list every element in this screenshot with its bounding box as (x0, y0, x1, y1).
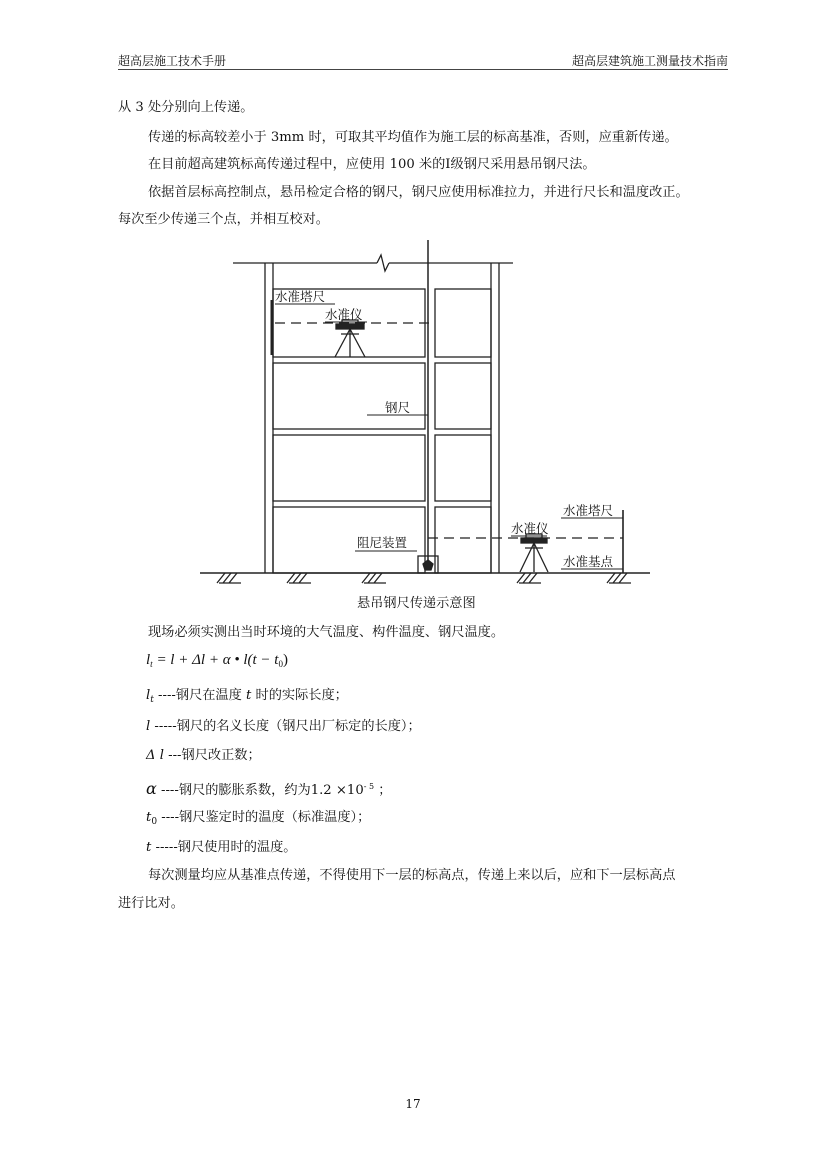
floor-2-left (273, 435, 425, 501)
label-staff-top: 水准塔尺 (275, 289, 326, 304)
def-1-text: -----钢尺的名义长度（钢尺出厂标定的长度）； (154, 719, 421, 734)
definition-t (146, 838, 296, 858)
correction-formula (146, 652, 288, 669)
def-0-sym: l (146, 688, 151, 703)
paragraph-1: 从 3 处分别向上传递。 (118, 100, 254, 115)
paragraph-4-line-1: 依据首层标高控制点，悬吊检定合格的钢尺，钢尺应使用标准拉力，并进行尺长和温度改正。 (148, 185, 689, 200)
label-level-top: 水准仪 (325, 307, 363, 322)
lower-tripod-leg-3 (534, 543, 548, 572)
paragraph-last-line-1: 每次测量均应从基准点传递，不得使用下一层的标高点，传递上来以后，应和下一层标高点 (148, 868, 676, 883)
label-steel-tape: 钢尺 (385, 400, 411, 415)
formula-rhs-end: ) (282, 652, 288, 668)
paragraph-2: 传递的标高较差小于 3mm 时，可取其平均值作为施工层的标高基准，否则，应重新传递。 (148, 130, 678, 145)
floor-3-left (273, 363, 425, 429)
floor-3-right (435, 363, 491, 429)
def-3-sym: α (146, 779, 157, 798)
label-damper: 阻尼装置 (357, 535, 408, 550)
lower-tripod-leg-1 (520, 543, 534, 572)
break-mark (377, 255, 389, 271)
paragraph-4-line-2: 每次至少传递三个点，并相互校对。 (118, 212, 329, 227)
def-2-sym: Δ l (146, 748, 164, 763)
paragraph-5: 现场必须实测出当时环境的大气温度、构件温度、钢尺温度。 (148, 625, 505, 640)
def-3-sup: - 5 (363, 782, 375, 791)
formula-rhs-sub: 0 (278, 659, 283, 669)
def-4-text: ----钢尺鉴定时的温度（标准温度）； (161, 810, 371, 825)
def-0-sym2: t (246, 688, 252, 703)
definition-delta-l (146, 746, 261, 766)
def-5-sym: t (146, 840, 152, 855)
upper-tripod-leg-1 (335, 329, 350, 357)
lower-level-head (521, 538, 547, 543)
def-3-text: ----钢尺的膨胀系数，约为1.2 ×10 (161, 783, 364, 798)
def-4-sub: 0 (151, 817, 158, 827)
definition-l (146, 717, 421, 737)
ground-hatch-2 (287, 573, 311, 583)
def-3-text2: ； (378, 783, 392, 798)
formula-rhs: = l + Δl + α • l(t − t (156, 652, 279, 668)
upper-level-head (336, 324, 364, 329)
ground-hatch-5 (607, 573, 631, 583)
ground-hatch-1 (217, 573, 241, 583)
formula-lhs: l (146, 652, 151, 668)
paragraph-3: 在目前超高建筑标高传递过程中，应使用 100 米的Ⅰ级钢尺采用悬吊钢尺法。 (148, 157, 596, 172)
def-0-text: ----钢尺在温度 (158, 688, 242, 703)
page-number: 17 (405, 1097, 421, 1111)
paragraph-last-line-2: 进行比对。 (118, 896, 184, 911)
formula-lhs-sub: t (150, 659, 153, 669)
def-0-sub: t (150, 695, 154, 705)
upper-tripod-leg-3 (350, 329, 365, 357)
definition-alpha (146, 777, 391, 801)
def-4-sym: t (146, 810, 152, 825)
header-rule (118, 69, 728, 70)
ground-hatch-4 (517, 573, 541, 583)
floor-1-right (435, 507, 491, 573)
def-2-text: ---钢尺改正数； (168, 748, 261, 763)
suspended-tape-diagram (195, 238, 655, 588)
label-staff-bottom: 水准塔尺 (563, 503, 614, 518)
definition-lt (146, 686, 348, 710)
running-header-right: 超高层建筑施工测量技术指南 (571, 54, 728, 68)
floor-4-right (435, 289, 491, 357)
floor-2-right (435, 435, 491, 501)
def-5-text: -----钢尺使用时的温度。 (155, 840, 297, 855)
def-1-sym: l (146, 719, 151, 734)
running-header-left: 超高层施工技术手册 (118, 54, 227, 68)
figure-caption: 悬吊钢尺传递示意图 (357, 596, 476, 611)
definition-t0 (146, 808, 370, 832)
def-0-text2: 时的实际长度； (255, 688, 348, 703)
label-benchmark: 水准基点 (563, 554, 614, 569)
ground-hatch-3 (362, 573, 386, 583)
label-level-bottom: 水准仪 (511, 521, 549, 536)
